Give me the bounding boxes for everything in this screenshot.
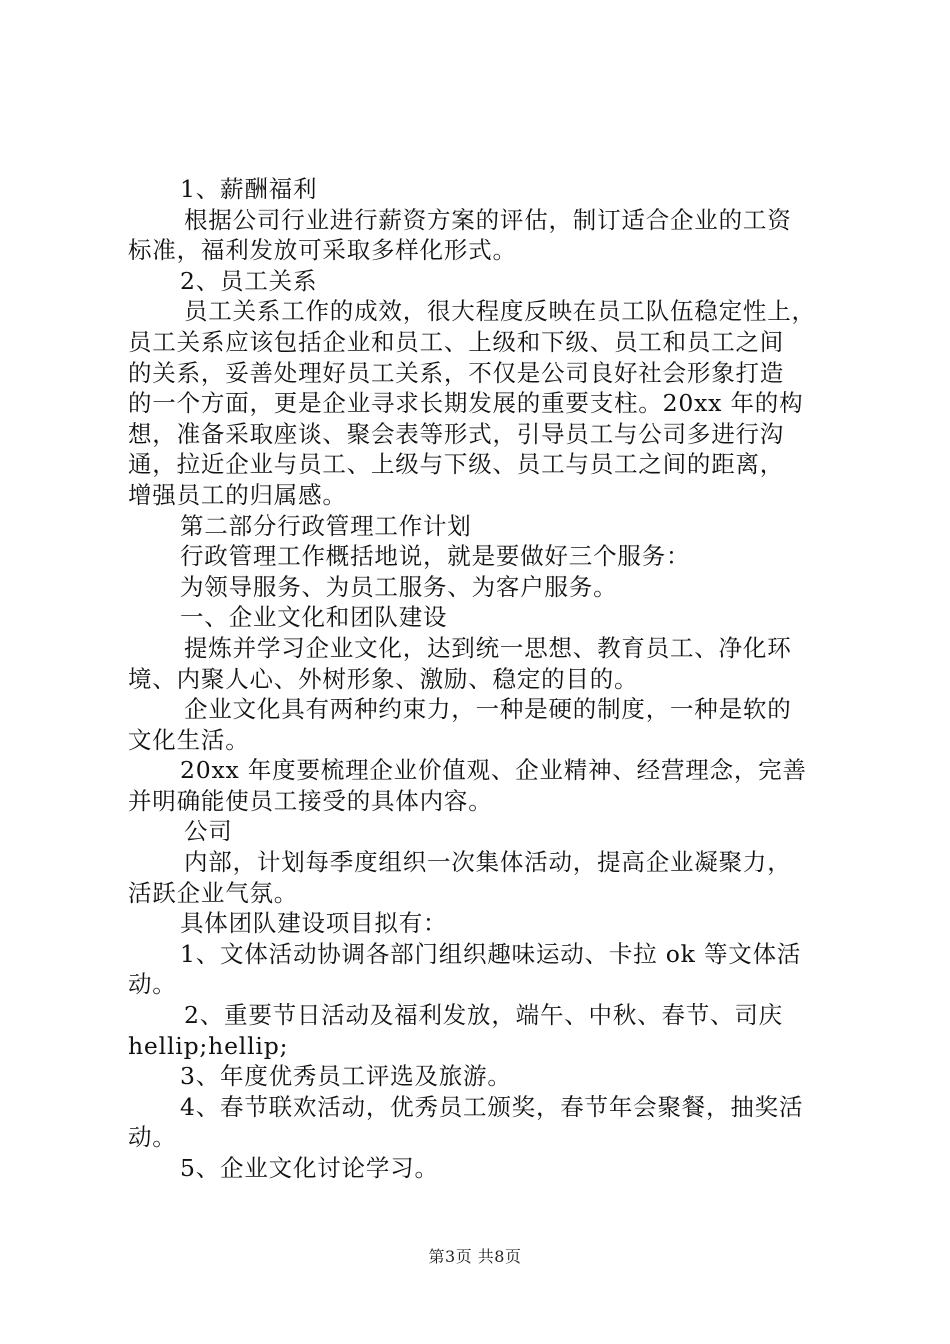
list-item: 5、企业文化讨论学习。 — [180, 1154, 439, 1182]
paragraph-line: 20xx 年度要梳理企业价值观、企业精神、经营理念，完善 — [180, 756, 807, 785]
page-footer: 第3页 共8页 — [428, 1247, 522, 1266]
paragraph-line: 根据公司行业进行薪资方案的评估，制订适合企业的工资 — [184, 205, 792, 234]
list-item: 3、年度优秀员工评选及旅游。 — [180, 1062, 512, 1091]
paragraph-line: 的一个方面，更是企业寻求长期发展的重要支柱。20xx 年的构 — [128, 389, 804, 418]
paragraph-line: 活跃企业气氛。 — [128, 878, 299, 907]
list-item: 4、春节联欢活动，优秀员工颁奖，春节年会聚餐，抽奖活 — [180, 1092, 804, 1121]
heading-employee-relations: 2、员工关系 — [180, 266, 318, 295]
section-heading-part-two: 第二部分行政管理工作计划 — [180, 511, 472, 540]
heading-culture-team: 一、企业文化和团队建设 — [180, 603, 448, 632]
list-item-continuation: 动。 — [128, 970, 177, 999]
paragraph-line: 提炼并学习企业文化，达到统一思想、教育员工、净化环 — [184, 633, 792, 662]
paragraph-line: 通，拉近企业与员工、上级与下级、员工与员工之间的距离， — [128, 450, 785, 479]
paragraph-line: 文化生活。 — [128, 725, 250, 754]
paragraph-line: 想，准备采取座谈、聚会表等形式，引导员工与公司多进行沟 — [128, 419, 785, 448]
paragraph-line: 公司 — [184, 817, 233, 846]
heading-salary-benefits: 1、薪酬福利 — [180, 175, 318, 203]
paragraph-line: 标准，福利发放可采取多样化形式。 — [128, 236, 517, 265]
paragraph-line: 并明确能使员工接受的具体内容。 — [128, 786, 493, 815]
paragraph-line: 的关系，妥善处理好员工关系，不仅是公司良好社会形象打造 — [128, 358, 785, 387]
paragraph-line: 增强员工的归属感。 — [128, 480, 347, 509]
list-item: 1、文体活动协调各部门组织趣味运动、卡拉 ok 等文体活 — [180, 939, 802, 968]
paragraph-line: 行政管理工作概括地说，就是要做好三个服务： — [180, 542, 691, 571]
paragraph-line: 员工关系应该包括企业和员工、上级和下级、员工和员工之间 — [128, 327, 785, 356]
document-body — [128, 174, 834, 1184]
paragraph-line: 为领导服务、为员工服务、为客户服务。 — [180, 572, 618, 601]
paragraph-line: 具体团队建设项目拟有： — [180, 909, 448, 938]
paragraph-line: 境、内聚人心、外树形象、激励、稳定的目的。 — [128, 664, 639, 693]
paragraph-line: 员工关系工作的成效，很大程度反映在员工队伍稳定性上， — [184, 297, 816, 326]
list-item-continuation: 动。 — [128, 1123, 177, 1152]
paragraph-line: 企业文化具有两种约束力，一种是硬的制度，一种是软的 — [184, 695, 792, 724]
paragraph-line: 内部，计划每季度组织一次集体活动，提高企业凝聚力， — [184, 848, 792, 877]
list-item-continuation: hellip;hellip; — [128, 1031, 289, 1060]
list-item: 2、重要节日活动及福利发放，端午、中秋、春节、司庆 — [184, 1001, 783, 1030]
